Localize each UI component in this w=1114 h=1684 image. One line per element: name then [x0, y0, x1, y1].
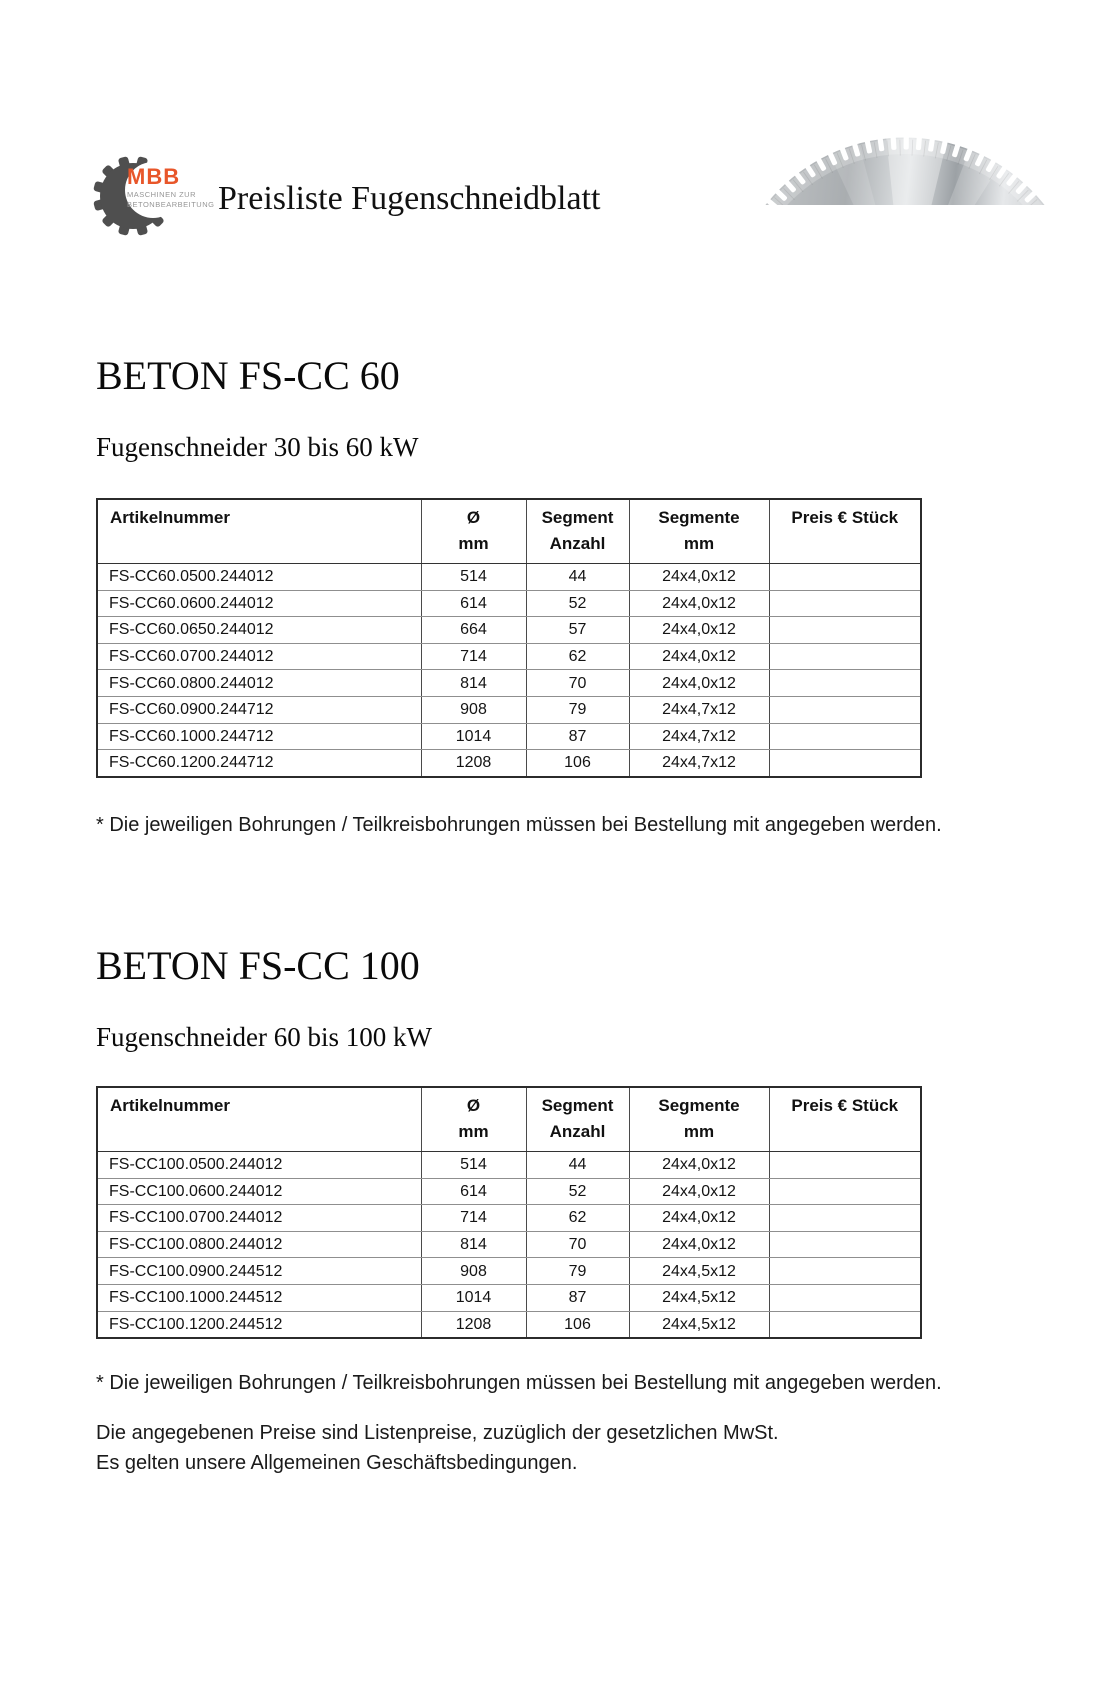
table-row	[97, 1284, 921, 1311]
table-cell: FS-CC60.0900.244712	[97, 696, 421, 723]
table-cell: FS-CC60.0800.244012	[97, 670, 421, 697]
table-cell: 614	[421, 1178, 526, 1205]
footer	[96, 1418, 779, 1478]
table-row	[97, 1231, 921, 1258]
table-cell: 908	[421, 1258, 526, 1285]
table-cell: FS-CC100.0500.244012	[97, 1152, 421, 1179]
column-header: Preis € Stück	[769, 1087, 921, 1152]
table-cell: 106	[526, 750, 629, 777]
section-heading-fs-cc-60: BETON FS-CC 60	[96, 353, 400, 398]
table-cell	[769, 723, 921, 750]
table-cell: 52	[526, 1178, 629, 1205]
table-row	[97, 696, 921, 723]
table-cell: 24x4,5x12	[629, 1258, 769, 1285]
table-cell: 1208	[421, 750, 526, 777]
logo-text: MBB	[127, 164, 181, 189]
table-cell: 514	[421, 564, 526, 591]
table-header-row	[97, 499, 921, 564]
column-header: Preis € Stück	[769, 499, 921, 564]
section-subheading-fs-cc-60: Fugenschneider 30 bis 60 kW	[96, 432, 419, 462]
table-cell: 79	[526, 696, 629, 723]
table-cell: FS-CC100.0900.244512	[97, 1258, 421, 1285]
price-table-fs-cc-100	[96, 1086, 922, 1339]
table-cell: 614	[421, 590, 526, 617]
column-header: Ø mm	[421, 1087, 526, 1152]
table-cell: 24x4,0x12	[629, 617, 769, 644]
table-row	[97, 590, 921, 617]
table-row	[97, 1205, 921, 1232]
table-cell: 1208	[421, 1311, 526, 1338]
column-header: Segmente mm	[629, 499, 769, 564]
table-cell: 814	[421, 670, 526, 697]
table-cell: FS-CC100.1000.244512	[97, 1284, 421, 1311]
table-cell	[769, 1311, 921, 1338]
table-row	[97, 1152, 921, 1179]
table-cell	[769, 590, 921, 617]
table-cell: 24x4,0x12	[629, 590, 769, 617]
table-row	[97, 723, 921, 750]
column-header: Segment Anzahl	[526, 499, 629, 564]
table-row	[97, 643, 921, 670]
column-header: Ø mm	[421, 499, 526, 564]
footer-line-1: Die angegebenen Preise sind Listenpreise, zuzüglich der gesetzlichen MwSt.	[96, 1422, 779, 1444]
table-cell: FS-CC60.0500.244012	[97, 564, 421, 591]
table-body	[97, 1152, 921, 1339]
company-logo	[93, 138, 223, 248]
table-header	[97, 499, 921, 564]
table-row	[97, 617, 921, 644]
table-cell	[769, 1258, 921, 1285]
table-cell: 24x4,0x12	[629, 564, 769, 591]
logo-subtitle-line1: MASCHINEN ZUR	[127, 190, 197, 199]
table-cell	[769, 1231, 921, 1258]
logo-subtitle-line2: BETONBEARBEITUNG	[127, 200, 215, 210]
table-cell: 44	[526, 564, 629, 591]
table-cell: FS-CC60.0600.244012	[97, 590, 421, 617]
table-cell: 62	[526, 1205, 629, 1232]
section-heading-fs-cc-100: BETON FS-CC 100	[96, 943, 420, 988]
table-cell: 24x4,0x12	[629, 1178, 769, 1205]
table-cell: 57	[526, 617, 629, 644]
table-cell: FS-CC100.0800.244012	[97, 1231, 421, 1258]
table-cell: 44	[526, 1152, 629, 1179]
table-cell: 814	[421, 1231, 526, 1258]
table-header-row	[97, 1087, 921, 1152]
table-cell: 714	[421, 643, 526, 670]
table-cell: 714	[421, 1205, 526, 1232]
table-cell: 24x4,0x12	[629, 1231, 769, 1258]
table-row	[97, 1178, 921, 1205]
table-cell: FS-CC60.1000.244712	[97, 723, 421, 750]
table-cell: 1014	[421, 1284, 526, 1311]
table-cell: 24x4,5x12	[629, 1284, 769, 1311]
table-cell: 514	[421, 1152, 526, 1179]
table-cell	[769, 1205, 921, 1232]
table-cell: 70	[526, 1231, 629, 1258]
table-cell	[769, 617, 921, 644]
table-cell: 24x4,0x12	[629, 1152, 769, 1179]
table-cell	[769, 1178, 921, 1205]
table-body	[97, 564, 921, 777]
table-cell: 24x4,7x12	[629, 723, 769, 750]
table-cell	[769, 750, 921, 777]
ordering-note-1: * Die jeweiligen Bohrungen / Teilkreisbohrungen müssen bei Bestellung mit angegeben werden.	[96, 814, 942, 836]
table-cell	[769, 1152, 921, 1179]
table-row	[97, 670, 921, 697]
column-header: Artikelnummer	[97, 499, 421, 564]
table-cell	[769, 564, 921, 591]
footer-line-2: Es gelten unsere Allgemeinen Geschäftsbedingungen.	[96, 1452, 578, 1474]
table-row	[97, 1311, 921, 1338]
circular-saw-blade-icon	[765, 137, 1045, 205]
section-subheading-fs-cc-100: Fugenschneider 60 bis 100 kW	[96, 1022, 432, 1052]
table-cell: 24x4,5x12	[629, 1311, 769, 1338]
table-header	[97, 1087, 921, 1152]
table-cell: 24x4,0x12	[629, 643, 769, 670]
table-row	[97, 750, 921, 777]
table-row	[97, 564, 921, 591]
table-cell: 24x4,0x12	[629, 670, 769, 697]
table-cell: 664	[421, 617, 526, 644]
column-header: Segment Anzahl	[526, 1087, 629, 1152]
table-cell: 70	[526, 670, 629, 697]
table-cell: 1014	[421, 723, 526, 750]
page-title: Preisliste Fugenschneidblatt	[218, 180, 601, 217]
column-header: Segmente mm	[629, 1087, 769, 1152]
table-cell: FS-CC60.0650.244012	[97, 617, 421, 644]
table-cell: FS-CC60.0700.244012	[97, 643, 421, 670]
table-cell: FS-CC100.0700.244012	[97, 1205, 421, 1232]
table-cell: 62	[526, 643, 629, 670]
logo-subtitle	[127, 190, 214, 210]
table-cell	[769, 1284, 921, 1311]
table-cell: 79	[526, 1258, 629, 1285]
table-cell: 52	[526, 590, 629, 617]
column-header: Artikelnummer	[97, 1087, 421, 1152]
table-cell	[769, 696, 921, 723]
table-cell: 87	[526, 1284, 629, 1311]
ordering-note-2: * Die jeweiligen Bohrungen / Teilkreisbohrungen müssen bei Bestellung mit angegeben werden.	[96, 1372, 942, 1394]
table-cell	[769, 643, 921, 670]
table-cell: 24x4,0x12	[629, 1205, 769, 1232]
table-cell: 908	[421, 696, 526, 723]
table-cell: 24x4,7x12	[629, 696, 769, 723]
table-cell: 106	[526, 1311, 629, 1338]
table-cell: FS-CC60.1200.244712	[97, 750, 421, 777]
table-cell: 87	[526, 723, 629, 750]
table-cell: FS-CC100.0600.244012	[97, 1178, 421, 1205]
table-row	[97, 1258, 921, 1285]
price-table-fs-cc-60	[96, 498, 922, 778]
table-cell	[769, 670, 921, 697]
table-cell: FS-CC100.1200.244512	[97, 1311, 421, 1338]
table-cell: 24x4,7x12	[629, 750, 769, 777]
